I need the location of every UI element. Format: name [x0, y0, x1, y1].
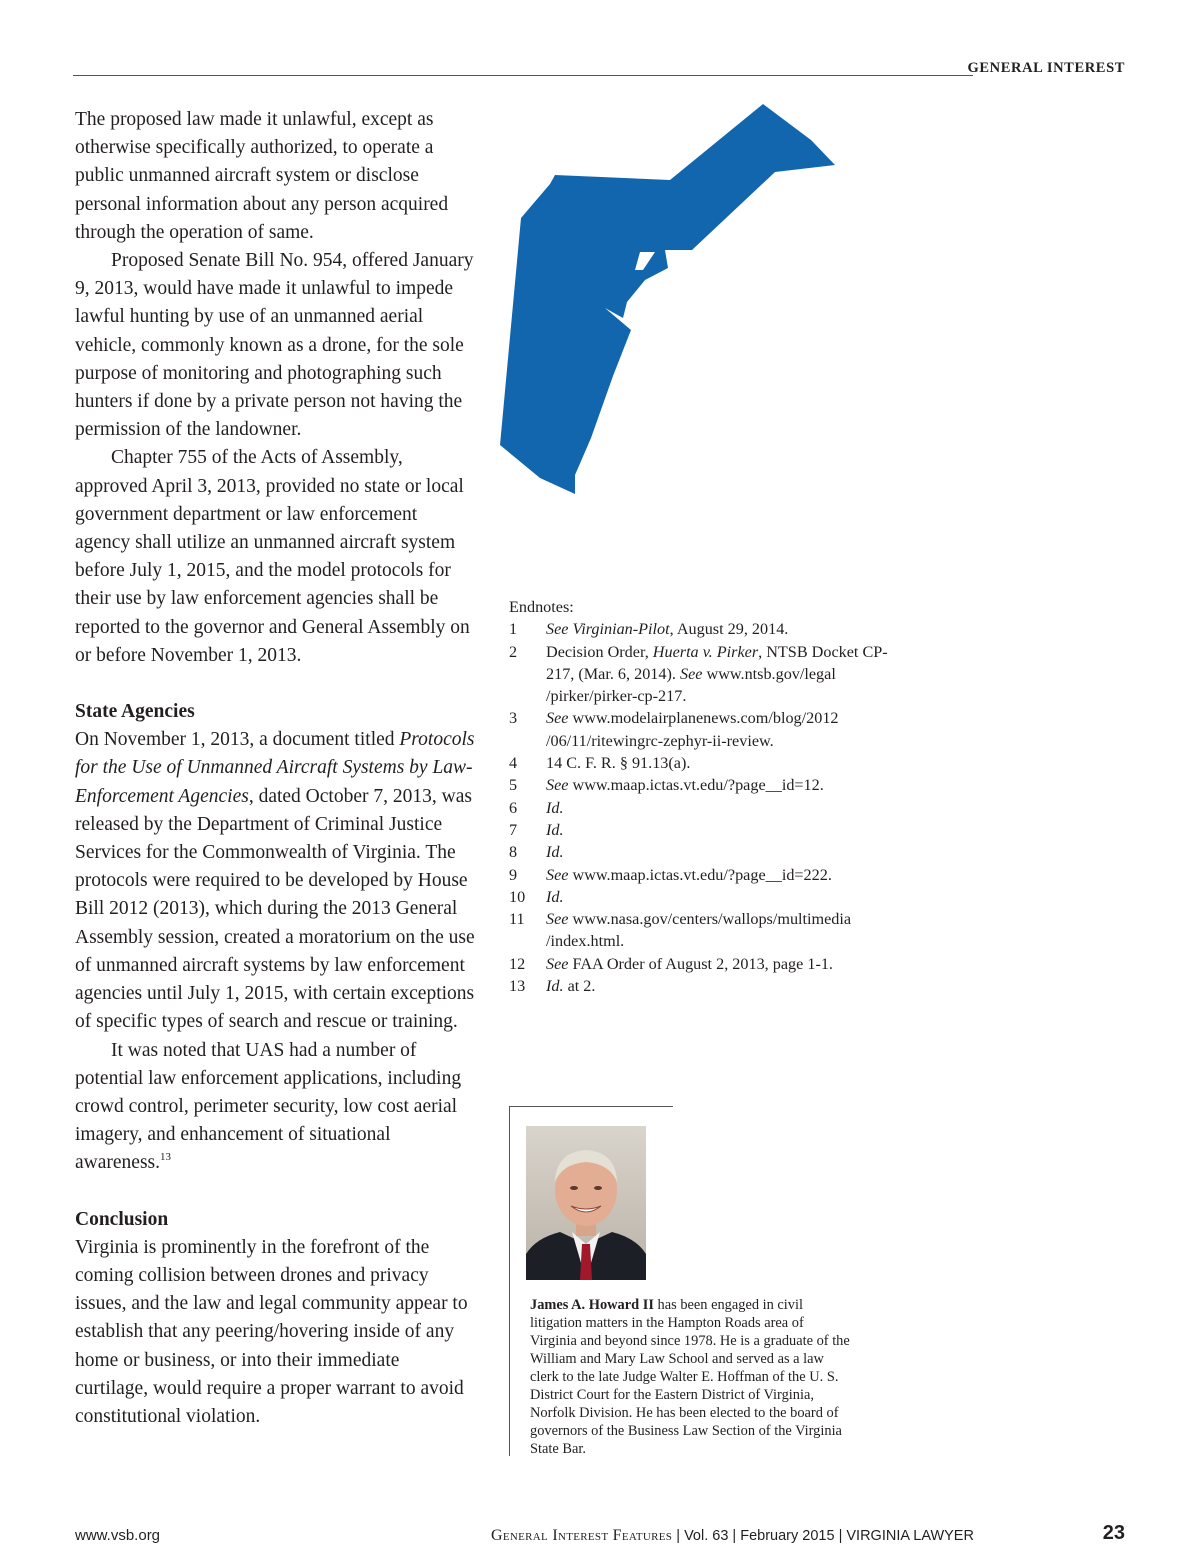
article-body	[75, 106, 475, 1431]
bio-rule-left	[509, 1106, 510, 1456]
page-number: 23	[1102, 1522, 1125, 1544]
endnote-item: 1 See Virginian-Pilot, August 29, 2014.	[509, 620, 789, 639]
author-bio	[530, 1296, 850, 1458]
endnote-item: 2 Decision Order, Huerta v. Pirker, NTSB Docket CP-217, (Mar. 6, 2014). See www.ntsb.gov/legal /pirker/pirker-cp-217.	[509, 642, 888, 706]
section-label: GENERAL INTEREST	[967, 60, 1125, 76]
endnote-item: 9 See www.maap.ictas.vt.edu/?page__id=222.	[509, 865, 832, 884]
endnote-ref-13[interactable]: 13	[160, 1150, 171, 1163]
author-photo	[526, 1126, 646, 1280]
bio-rule-top	[509, 1106, 673, 1107]
header-rule	[73, 75, 973, 76]
paragraph-4: On November 1, 2013, a document titled Protocols for the Use of Unmanned Aircraft Systems by Law-Enforcement Agencies, dated October 7, 2013, was released by the Department of Criminal Justice Services for the Commonwealth of Virginia. The protocols were required to be developed by House Bill 2012 (2013), which during the 2013 General Assembly session, created a moratorium on the use of unmanned aircraft systems by law enforcement agencies until July 1, 2015, with certain exceptions of specific types of search and rescue or training.	[75, 729, 475, 1033]
author-bio-text: has been engaged in civil litigation matters in the Hampton Roads area of Virginia and beyond since 1978. He is a graduate of the William and Mary Law School and served as a law clerk to the late Judge Walter E. Hoffman of the U. S. District Court for the Eastern District of Virginia, Norfolk Division. He has been elected to the board of governors of the Business Law Section of the Virginia State Bar.	[530, 1297, 850, 1457]
endnote-item: 13 Id. at 2.	[509, 977, 596, 996]
endnote-item: 11 See www.nasa.gov/centers/wallops/multimedia /index.html.	[509, 910, 852, 951]
paragraph-2: Proposed Senate Bill No. 954, offered January 9, 2013, would have made it unlawful to impede lawful hunting by use of an unmanned aerial vehicle, commonly known as a drone, for the sole purpose of monitoring and photographing such hunters if done by a private person not having the permission of the landowner.	[75, 250, 474, 441]
heading-conclusion: Conclusion	[75, 1208, 169, 1230]
paragraph-6: Virginia is prominently in the forefront of the coming collision between drones and privacy issues, and the law and legal community appear to establish that any peering/hovering inside of any home or business, or into their immediate curtilage, would require a proper warrant to avoid constitutional violation.	[75, 1236, 468, 1427]
endnote-item: 8 Id.	[509, 843, 564, 862]
author-name: James A. Howard II	[530, 1297, 654, 1313]
endnote-item: 4 14 C. F. R. § 91.13(a).	[509, 754, 691, 773]
paragraph-1: The proposed law made it unlawful, except as otherwise specifically authorized, to operate a public unmanned aircraft system or disclose personal information about any person acquired through the operation of same.	[75, 109, 449, 243]
heading-state-agencies: State Agencies	[75, 701, 195, 723]
endnotes	[509, 596, 899, 997]
endnote-item: 5 See www.maap.ictas.vt.edu/?page__id=12.	[509, 776, 824, 795]
drone-silhouette	[495, 100, 840, 495]
endnote-item: 6 Id.	[509, 798, 564, 817]
drone-wing-icon	[500, 104, 835, 494]
endnote-item: 3 See www.modelairplanenews.com/blog/2012 /06/11/ritewingrc-zephyr-ii-review.	[509, 709, 839, 750]
footer-publication-info: General Interest Features | Vol. 63 | February 2015 | VIRGINIA LAWYER	[491, 1527, 974, 1544]
endnote-item: 10 Id.	[509, 887, 564, 906]
endnotes-title: Endnotes:	[509, 598, 574, 616]
endnote-item: 7 Id.	[509, 820, 564, 839]
endnote-item: 12 See FAA Order of August 2, 2013, page 1-1.	[509, 954, 833, 973]
paragraph-5: It was noted that UAS had a number of potential law enforcement applications, including crowd control, perimeter security, low cost aerial imagery, and enhancement of situational awareness.$^{13}$	[75, 1039, 462, 1174]
paragraph-3: Chapter 755 of the Acts of Assembly, approved April 3, 2013, provided no state or local government department or law enforcement agency shall utilize an unmanned aircraft system before July 1, 2015, and the model protocols for their use by law enforcement agencies shall be reported to the governor and General Assembly on or before November 1, 2013.	[75, 447, 470, 666]
footer-website-link[interactable]: www.vsb.org	[75, 1527, 161, 1544]
